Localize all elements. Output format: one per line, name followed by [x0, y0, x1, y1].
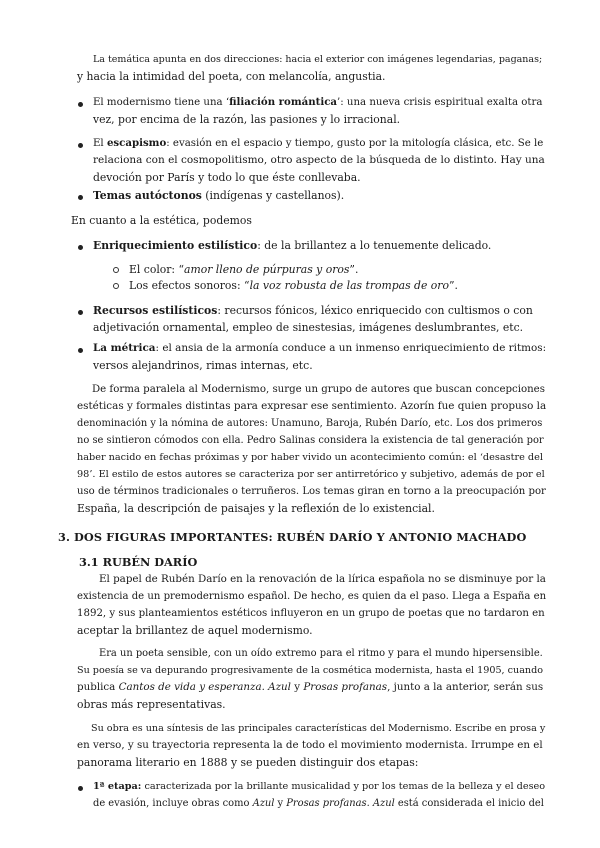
- theme-romantic-line-2: vez, por encima de la razón, las pasiones y lo irracional.: [93, 113, 401, 126]
- dario-p2-line-1: Era un poeta sensible, con un oído extremo para el ritmo y para el mundo hipersensible.: [99, 648, 543, 659]
- bullet-icon: [78, 195, 83, 200]
- aesthetics-color: El color: “amor lleno de púrpuras y oros”.: [129, 263, 359, 276]
- dario-p3-line-3: panorama literario en 1888 y se pueden distinguir dos etapas:: [77, 756, 419, 769]
- parallel-line-1: De forma paralela al Modernismo, surge un grupo de autores que buscan concepciones: [92, 384, 545, 395]
- etapa-line-2: de evasión, incluye obras como Azul y Prosas profanas. Azul está considerada el inicio del: [93, 798, 544, 809]
- sub-bullet-icon: [113, 267, 119, 273]
- aesthetics-intro: En cuanto a la estética, podemos: [71, 214, 252, 227]
- bullet-icon: [78, 143, 83, 148]
- aesthetics-metrica-line-2: versos alejandrinos, rimas internas, etc.: [93, 359, 313, 372]
- dario-p1-line-2: existencia de un premodernismo español. De hecho, es quien da el paso. Llega a España en: [77, 591, 547, 602]
- bullet-icon: [78, 102, 83, 107]
- aesthetics-recursos-line-1: Recursos estilísticos: recursos fónicos, léxico enriquecido con cultismos o con: [93, 304, 533, 317]
- aesthetics-metrica-line-1: La métrica: el ansia de la armonía conduce a un inmenso enriquecimiento de ritmos:: [93, 342, 547, 354]
- parallel-line-6: 98’. El estilo de estos autores se caracteriza por ser antirretórico y subjetivo, además de por el: [77, 469, 545, 480]
- theme-romantic-line-1: El modernismo tiene una ‘filiación romántica’: una nueva crisis espiritual exalta otra: [93, 96, 543, 108]
- theme-escapism-line-3: devoción por París y todo lo que éste conllevaba.: [93, 171, 361, 184]
- etapa-line-1: 1ª etapa: caracterizada por la brillante musicalidad y por los temas de la belleza y el deseo: [93, 781, 546, 792]
- theme-autoctonos: Temas autóctonos (indígenas y castellanos).: [93, 189, 345, 202]
- dario-p2-line-2: Su poesía se va depurando progresivamente de la cosmética modernista, hasta el 1905, cuando: [77, 665, 544, 676]
- parallel-line-2: estéticas y formales distintas para expresar ese sentimiento. Azorín fue quien propuso la: [77, 400, 547, 412]
- bullet-icon: [78, 786, 83, 791]
- intro-line-2: y hacia la intimidad del poeta, con melancolía, angustia.: [77, 70, 386, 83]
- dario-p2-line-4: obras más representativas.: [77, 698, 226, 711]
- theme-escapism-line-2: relaciona con el cosmopolitismo, otro aspecto de la búsqueda de lo distinto. Hay una: [93, 154, 545, 166]
- dario-p3-line-2: en verso, y su trayectoria representa la de todo el movimiento modernista. Irrumpe en el: [77, 739, 543, 751]
- dario-p1-line-3: 1892, y sus planteamientos estéticos influyeron en un grupo de poetas que no tardaron en: [77, 608, 545, 619]
- aesthetics-recursos-line-2: adjetivación ornamental, empleo de sinestesias, imágenes deslumbrantes, etc.: [93, 321, 524, 334]
- dario-p3-line-1: Su obra es una síntesis de las principales características del Modernismo. Escribe en prosa y: [91, 723, 546, 734]
- parallel-line-4: no se sintieron cómodos con ella. Pedro Salinas considera la existencia de tal generación por: [77, 435, 544, 446]
- aesthetics-sound: Los efectos sonoros: “la voz robusta de las trompas de oro”.: [129, 279, 458, 292]
- subsection-title: 3.1 RUBÉN DARÍO: [79, 555, 198, 569]
- aesthetics-enriquecimiento: Enriquecimiento estilístico: de la brillantez a lo tenuemente delicado.: [93, 239, 492, 252]
- dario-p1-line-4: aceptar la brillantez de aquel modernismo.: [77, 624, 313, 637]
- intro-line-1: La temática apunta en dos direcciones: hacia el exterior con imágenes legendarias, paganas;: [93, 54, 543, 65]
- theme-escapism-line-1: El escapismo: evasión en el espacio y tiempo, gusto por la mitología clásica, etc. Se le: [93, 137, 544, 149]
- bullet-icon: [78, 310, 83, 315]
- parallel-line-3: denominación y la nómina de autores: Unamuno, Baroja, Rubén Darío, etc. Los dos primeros: [77, 418, 543, 429]
- dario-p1-line-1: El papel de Rubén Darío en la renovación de la lírica española no se disminuye por la: [99, 573, 546, 585]
- section-title: 3. DOS FIGURAS IMPORTANTES: RUBÉN DARÍO Y ANTONIO MACHADO: [58, 530, 527, 544]
- bullet-icon: [78, 348, 83, 353]
- sub-bullet-icon: [113, 283, 119, 289]
- dario-p2-line-3: publica Cantos de vida y esperanza. Azul y Prosas profanas, junto a la anterior, serán sus: [77, 681, 544, 693]
- bullet-icon: [78, 245, 83, 250]
- parallel-line-7: uso de términos tradicionales o terruñeros. Los temas giran en torno a la preocupación por: [77, 486, 546, 497]
- parallel-line-8: España, la descripción de paisajes y la reflexión de lo existencial.: [77, 502, 435, 515]
- parallel-line-5: haber nacido en fechas próximas y por haber vivido un acontecimiento común: el ‘desastre del: [77, 452, 543, 463]
